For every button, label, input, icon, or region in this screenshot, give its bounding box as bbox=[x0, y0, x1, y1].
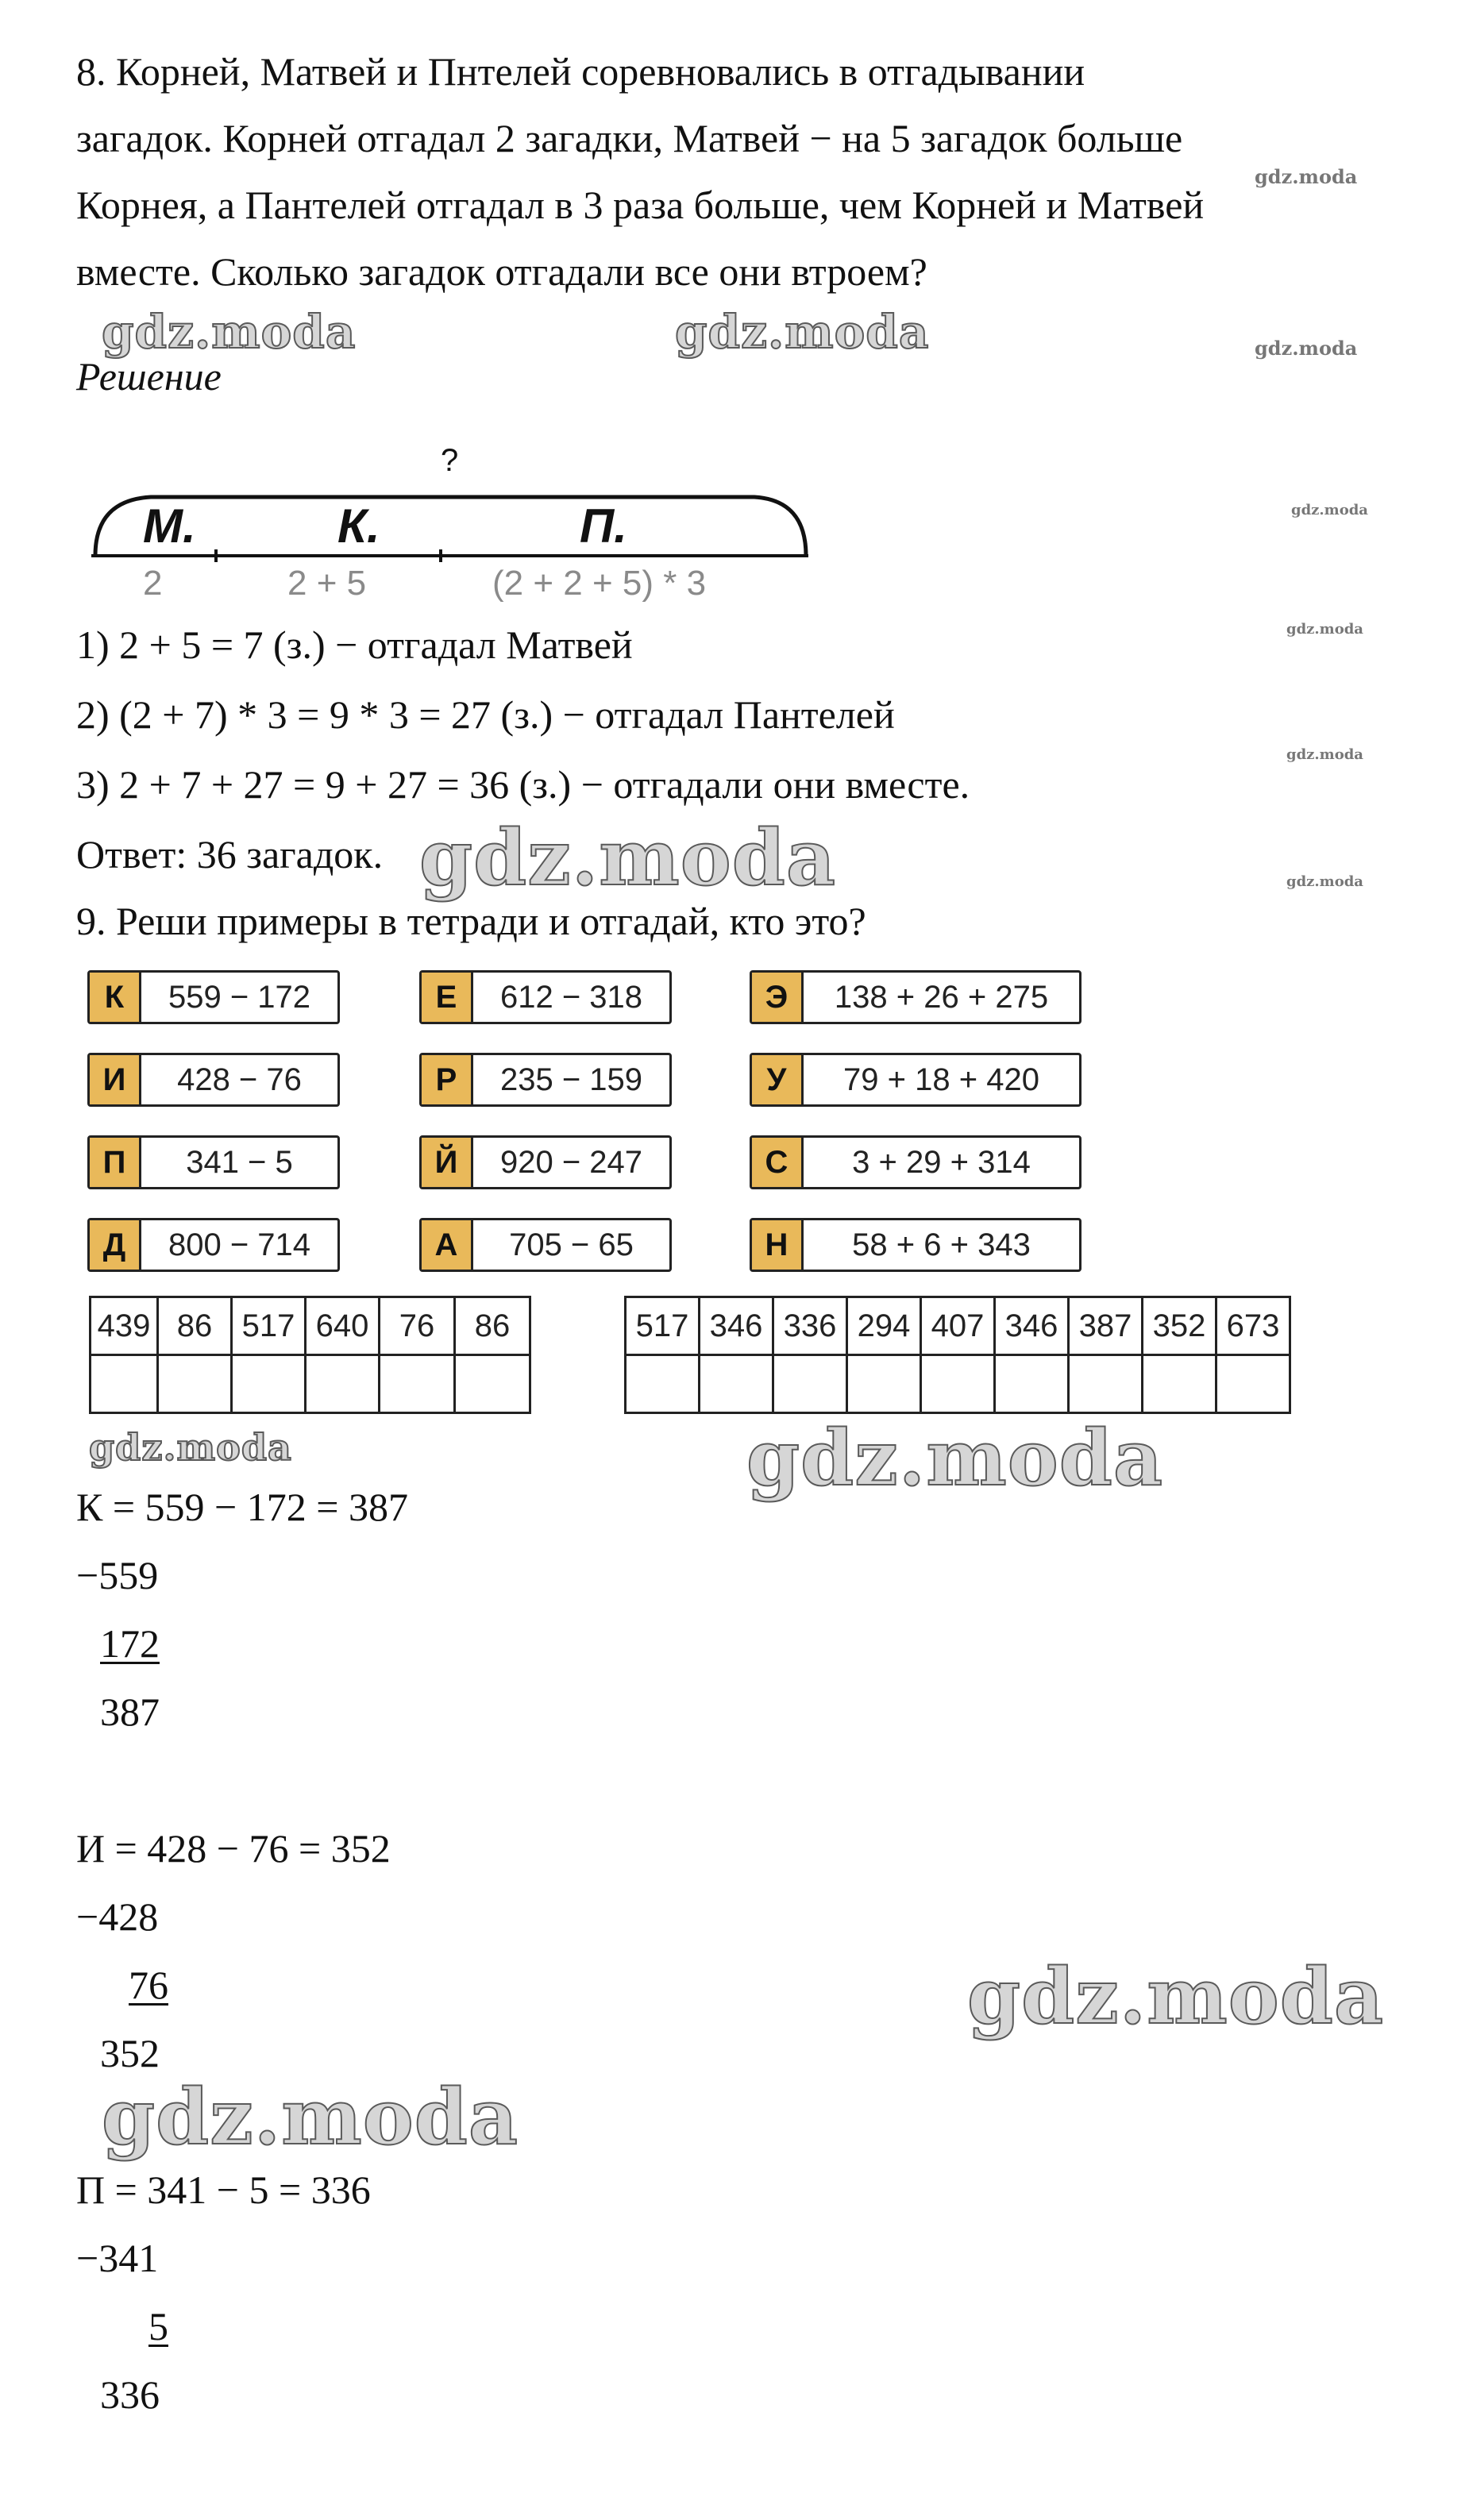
solution-i-equation: И = 428 − 76 = 352 bbox=[76, 1826, 391, 1871]
card-letter: И bbox=[90, 1055, 141, 1104]
solution-i-result: 352 bbox=[100, 2031, 160, 2075]
grid-empty-cell bbox=[995, 1355, 1069, 1413]
grid-empty-cell bbox=[306, 1355, 380, 1413]
card-expression: 341 − 5 bbox=[186, 1144, 293, 1180]
grid-empty-cell bbox=[91, 1355, 158, 1413]
card-expression: 3 + 29 + 314 bbox=[852, 1144, 1031, 1180]
grid-empty-cell bbox=[380, 1355, 455, 1413]
grid-empty-cell bbox=[1069, 1355, 1143, 1413]
grid-cell: 294 bbox=[847, 1297, 921, 1355]
card-letter: А bbox=[422, 1220, 473, 1270]
watermark: gdz.moda bbox=[1286, 873, 1363, 890]
watermark: gdz.moda bbox=[1255, 337, 1358, 360]
watermark: gdz.moda bbox=[89, 1426, 292, 1469]
card-expression: 705 − 65 bbox=[509, 1227, 634, 1262]
card-letter: У bbox=[752, 1055, 804, 1104]
solution-k-result: 387 bbox=[100, 1690, 160, 1734]
grid-cell: 387 bbox=[1069, 1297, 1143, 1355]
card-y bbox=[419, 1135, 672, 1189]
task8-line-3: Корнея, а Пантелей отгадал в 3 раза больше, чем Корней и Матвей bbox=[76, 183, 1205, 227]
card-letter: Э bbox=[752, 973, 804, 1022]
watermark: gdz.moda bbox=[1291, 502, 1368, 518]
answer-grid-left bbox=[89, 1296, 531, 1414]
segment-value-p: (2 + 2 + 5) * 3 bbox=[492, 564, 707, 603]
grid-cell: 86 bbox=[455, 1297, 530, 1355]
grid-empty-cell bbox=[700, 1355, 773, 1413]
card-expression: 920 − 247 bbox=[499, 1144, 643, 1180]
card-p bbox=[87, 1135, 340, 1189]
card-expression: 428 − 76 bbox=[177, 1062, 302, 1097]
card-a bbox=[419, 1218, 672, 1272]
solution-k-equation: К = 559 − 172 = 387 bbox=[76, 1485, 408, 1529]
grid-cell: 346 bbox=[995, 1297, 1069, 1355]
watermark: gdz.moda bbox=[1286, 621, 1363, 638]
solution-i-subtrahend: 76 bbox=[129, 1963, 168, 2007]
task8-line-1: 8. Корней, Матвей и Пнтелей соревновались в отгадывании bbox=[76, 49, 1085, 94]
diagram-question: ? bbox=[441, 443, 459, 478]
task9-title: 9. Реши примеры в тетради и отгадай, кто это? bbox=[76, 899, 866, 943]
watermark: gdz.moda bbox=[967, 1952, 1385, 2041]
card-r bbox=[419, 1053, 672, 1107]
watermark: gdz.moda bbox=[102, 2072, 519, 2162]
grid-empty-cell bbox=[455, 1355, 530, 1413]
card-expression: 138 + 26 + 275 bbox=[834, 979, 1049, 1015]
answer-grid-right bbox=[624, 1296, 1291, 1414]
grid-cell: 517 bbox=[232, 1297, 306, 1355]
solution-k-minuend: −559 bbox=[76, 1553, 159, 1597]
grid-cell: 439 bbox=[91, 1297, 158, 1355]
grid-cell: 346 bbox=[700, 1297, 773, 1355]
solution-p-result: 336 bbox=[100, 2372, 160, 2417]
card-expression: 58 + 6 + 343 bbox=[852, 1227, 1031, 1262]
card-letter: Й bbox=[422, 1138, 473, 1187]
grid-cell: 640 bbox=[306, 1297, 380, 1355]
grid-cell: 76 bbox=[380, 1297, 455, 1355]
grid-empty-cell bbox=[1216, 1355, 1290, 1413]
grid-cell: 517 bbox=[626, 1297, 700, 1355]
card-letter: С bbox=[752, 1138, 804, 1187]
card-letter: К bbox=[90, 973, 141, 1022]
segment-label-k: К. bbox=[337, 499, 380, 553]
card-e bbox=[419, 970, 672, 1024]
card-expression: 235 − 159 bbox=[499, 1062, 643, 1097]
watermark: gdz.moda bbox=[102, 305, 357, 359]
grid-empty-cell bbox=[773, 1355, 847, 1413]
solution-p-minuend: −341 bbox=[76, 2236, 159, 2280]
grid-empty-cell bbox=[626, 1355, 700, 1413]
card-u bbox=[750, 1053, 1082, 1107]
segment-diagram bbox=[79, 445, 818, 611]
segment-value-m: 2 bbox=[143, 564, 163, 603]
grid-empty-cell bbox=[1143, 1355, 1216, 1413]
card-expression: 800 − 714 bbox=[168, 1227, 311, 1262]
grid-cell: 352 bbox=[1143, 1297, 1216, 1355]
grid-cell: 86 bbox=[158, 1297, 232, 1355]
grid-empty-cell bbox=[158, 1355, 232, 1413]
grid-cell: 407 bbox=[921, 1297, 995, 1355]
card-e-reversed bbox=[750, 970, 1082, 1024]
grid-empty-cell bbox=[921, 1355, 995, 1413]
task8-line-4: вместе. Сколько загадок отгадали все они втроем? bbox=[76, 249, 927, 294]
step-1: 1) 2 + 5 = 7 (з.) − отгадал Матвей bbox=[76, 622, 633, 667]
segment-label-p: П. bbox=[580, 499, 627, 553]
grid-empty-cell bbox=[232, 1355, 306, 1413]
solution-i-minuend: −428 bbox=[76, 1894, 159, 1939]
grid-cell: 673 bbox=[1216, 1297, 1290, 1355]
card-expression: 559 − 172 bbox=[168, 979, 311, 1015]
task8-line-2: загадок. Корней отгадал 2 загадки, Матвей − на 5 загадок больше bbox=[76, 116, 1183, 160]
answer: Ответ: 36 загадок. bbox=[76, 832, 384, 877]
solution-p-equation: П = 341 − 5 = 336 bbox=[76, 2167, 371, 2212]
card-letter: Е bbox=[422, 973, 473, 1022]
solution-p-subtrahend: 5 bbox=[148, 2304, 168, 2349]
card-i bbox=[87, 1053, 340, 1107]
card-letter: Д bbox=[90, 1220, 141, 1270]
card-letter: Р bbox=[422, 1055, 473, 1104]
watermark: gdz.moda bbox=[675, 305, 930, 359]
grid-cell: 336 bbox=[773, 1297, 847, 1355]
card-n bbox=[750, 1218, 1082, 1272]
watermark: gdz.moda bbox=[1286, 746, 1363, 763]
watermark: gdz.moda bbox=[746, 1413, 1164, 1503]
card-expression: 79 + 18 + 420 bbox=[843, 1062, 1039, 1097]
step-3: 3) 2 + 7 + 27 = 9 + 27 = 36 (з.) − отгадали они вместе. bbox=[76, 762, 970, 807]
grid-empty-cell bbox=[847, 1355, 921, 1413]
solution-label: Решение bbox=[76, 354, 222, 399]
segment-value-k: 2 + 5 bbox=[287, 564, 367, 603]
card-d bbox=[87, 1218, 340, 1272]
solution-k-subtrahend: 172 bbox=[100, 1621, 160, 1666]
card-letter: Н bbox=[752, 1220, 804, 1270]
card-k bbox=[87, 970, 340, 1024]
step-2: 2) (2 + 7) * 3 = 9 * 3 = 27 (з.) − отгадал Пантелей bbox=[76, 692, 895, 737]
watermark: gdz.moda bbox=[419, 813, 837, 903]
segment-label-m: М. bbox=[143, 499, 196, 553]
watermark: gdz.moda bbox=[1255, 165, 1358, 188]
card-s bbox=[750, 1135, 1082, 1189]
card-expression: 612 − 318 bbox=[499, 979, 643, 1015]
card-letter: П bbox=[90, 1138, 141, 1187]
